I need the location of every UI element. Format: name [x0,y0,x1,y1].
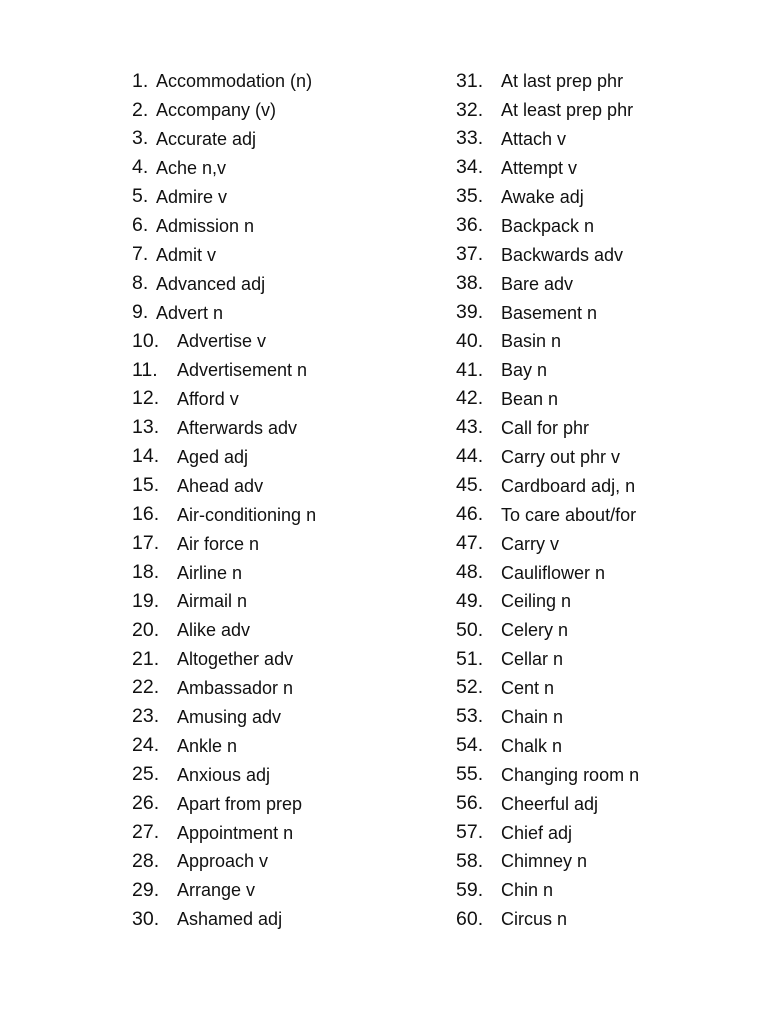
item-term: Amusing adv [177,707,282,728]
vocabulary-item [132,211,432,240]
item-term: Celery n [501,620,569,641]
vocabulary-item [132,240,432,269]
vocabulary-item [456,385,756,414]
item-term: Bay n [501,360,548,381]
item-number: 12. [132,387,160,410]
item-term: Appointment n [177,822,294,843]
vocabulary-item [456,327,756,356]
item-term: At last prep phr [501,71,624,92]
vocabulary-item [132,818,432,847]
vocabulary-item [132,731,432,760]
item-term: Awake adj [501,187,584,207]
item-term: Cent n [501,678,555,699]
vocabulary-item [132,269,432,298]
item-number: 16. [132,503,160,526]
item-number: 33. [456,127,484,150]
vocabulary-item [132,703,432,732]
vocabulary-item [456,558,756,587]
item-number: 21. [132,647,160,670]
item-number: 17. [132,531,160,554]
vocabulary-item [456,876,756,905]
vocabulary-item [132,154,432,183]
vocabulary-item [132,385,432,414]
vocabulary-item [132,125,432,154]
vocabulary-item [456,298,756,327]
item-term: Altogether adv [177,649,294,670]
vocabulary-item [456,154,756,183]
item-term: Air force n [177,533,260,554]
vocabulary-item [456,529,756,558]
vocabulary-item [132,183,432,212]
vocabulary-item [132,414,432,443]
vocabulary-item [456,905,756,934]
item-term: Basin n [501,331,562,352]
item-term: Circus n [501,909,568,930]
item-number: 6. [132,214,149,237]
item-term: Ceiling n [501,591,572,612]
vocabulary-item [132,356,432,385]
item-number: 31. [456,69,484,92]
item-number: 54. [456,734,484,757]
vocabulary-item [456,67,756,96]
vocabulary-item [132,674,432,703]
item-number: 9. [132,300,149,323]
item-number: 48. [456,560,484,583]
item-term: Backpack n [501,215,595,236]
item-term: Chief adj [501,822,573,843]
vocabulary-item [456,703,756,732]
item-number: 13. [132,416,160,439]
item-number: 55. [456,763,484,786]
item-number: 18. [132,560,160,583]
item-number: 23. [132,705,160,728]
item-term: To care about/for [501,504,637,525]
item-number: 32. [456,98,484,121]
item-number: 39. [456,300,484,323]
item-number: 29. [132,878,160,901]
vocabulary-item [132,789,432,818]
item-number: 40. [456,329,484,352]
item-term: Accommodation (n) [156,71,313,92]
vocabulary-item [132,905,432,934]
vocabulary-item [456,414,756,443]
vocabulary-item [132,471,432,500]
vocabulary-item [132,327,432,356]
item-number: 30. [132,907,160,930]
item-term: Ambassador n [177,678,294,699]
item-number: 2. [132,98,149,121]
vocabulary-item [132,645,432,674]
vocabulary-item [456,211,756,240]
item-term: Apart from prep [177,793,303,814]
vocabulary-item [456,760,756,789]
item-term: Chalk n [501,735,563,756]
item-number: 27. [132,820,160,843]
item-term: Admission n [156,215,255,236]
item-number: 5. [132,185,149,208]
vocabulary-item [132,558,432,587]
vocabulary-item [456,96,756,125]
item-term: Air-conditioning n [177,504,317,525]
item-term: Advanced adj [156,273,266,294]
item-number: 47. [456,531,484,554]
item-number: 50. [456,618,484,641]
vocabulary-item [456,731,756,760]
vocabulary-item [456,818,756,847]
vocabulary-item [132,500,432,529]
item-number: 4. [132,156,149,179]
item-number: 51. [456,647,484,670]
item-number: 46. [456,503,484,526]
vocabulary-item [456,269,756,298]
vocabulary-item [132,67,432,96]
item-number: 28. [132,849,160,872]
vocabulary-item [456,356,756,385]
vocabulary-item [132,616,432,645]
item-term: Advert n [156,302,224,323]
item-number: 49. [456,589,484,612]
item-number: 44. [456,445,484,468]
item-term: Basement n [501,302,598,323]
item-number: 19. [132,589,160,612]
item-number: 26. [132,791,160,814]
item-number: 8. [132,271,149,294]
vocabulary-item [456,587,756,616]
item-term: Arrange v [177,880,256,901]
item-number: 45. [456,474,484,497]
item-term: Attempt v [501,158,578,179]
item-term: Cardboard adj, n [501,475,636,496]
item-term: Afford v [177,389,239,410]
item-number: 24. [132,734,160,757]
item-number: 52. [456,676,484,699]
item-term: Chin n [501,880,554,901]
item-term: Chimney n [501,851,588,872]
item-number: 43. [456,416,484,439]
vocabulary-item [132,298,432,327]
item-term: Attach v [501,129,567,150]
item-term: Cauliflower n [501,562,606,583]
item-term: Call for phr [501,418,590,439]
item-number: 42. [456,387,484,410]
item-term: Alike adv [177,620,251,641]
item-number: 22. [132,676,160,699]
item-number: 7. [132,243,149,266]
vocabulary-item [456,443,756,472]
item-number: 57. [456,820,484,843]
item-number: 10. [132,329,160,352]
item-number: 36. [456,214,484,237]
item-term: Accompany (v) [156,100,277,121]
item-term: Afterwards adv [177,418,298,439]
vocabulary-item [132,876,432,905]
item-term: Chain n [501,707,564,728]
item-term: Advertise v [177,331,267,352]
item-number: 56. [456,791,484,814]
item-number: 59. [456,878,484,901]
item-term: Cellar n [501,649,564,670]
item-number: 34. [456,156,484,179]
item-term: Ache n,v [156,158,227,179]
item-term: Bare adv [501,273,574,294]
vocabulary-item [456,471,756,500]
item-term: Airline n [177,562,243,583]
item-term: Airmail n [177,591,248,612]
vocabulary-item [132,96,432,125]
vocabulary-item [456,645,756,674]
vocabulary-item [132,847,432,876]
vocabulary-item [456,183,756,212]
item-term: Admire v [156,187,228,207]
item-number: 1. [132,69,149,92]
vocabulary-item [456,616,756,645]
item-term: Accurate adj [156,129,257,150]
item-number: 14. [132,445,160,468]
vocabulary-item [132,760,432,789]
vocabulary-item [456,125,756,154]
item-term: Admit v [156,244,217,265]
vocabulary-item [132,529,432,558]
item-term: Ahead adv [177,475,264,496]
item-number: 60. [456,907,484,930]
vocabulary-item [456,500,756,529]
vocabulary-item [456,240,756,269]
vocabulary-item [456,674,756,703]
item-term: Carry v [501,533,559,554]
item-term: Ashamed adj [177,909,283,930]
item-term: Advertisement n [177,360,308,381]
item-term: Carry out phr v [501,447,621,468]
vocabulary-item [132,443,432,472]
vocabulary-item [456,847,756,876]
item-number: 11. [132,358,158,381]
item-term: Changing room n [501,764,640,785]
item-number: 38. [456,271,484,294]
vocabulary-list-right [456,67,756,934]
item-term: Ankle n [177,735,238,756]
item-number: 37. [456,243,484,266]
item-term: Aged adj [177,447,249,468]
item-term: At least prep phr [501,100,634,121]
item-term: Approach v [177,851,269,872]
vocabulary-list-left [132,67,432,934]
item-term: Anxious adj [177,764,271,785]
item-number: 15. [132,474,160,497]
item-number: 41. [456,358,484,381]
item-number: 53. [456,705,484,728]
item-number: 3. [132,127,149,150]
vocabulary-item [456,789,756,818]
item-term: Cheerful adj [501,793,599,814]
item-number: 20. [132,618,160,641]
item-number: 58. [456,849,484,872]
item-term: Backwards adv [501,244,624,265]
item-number: 25. [132,763,160,786]
item-number: 35. [456,185,484,208]
item-term: Bean n [501,389,559,410]
vocabulary-item [132,587,432,616]
